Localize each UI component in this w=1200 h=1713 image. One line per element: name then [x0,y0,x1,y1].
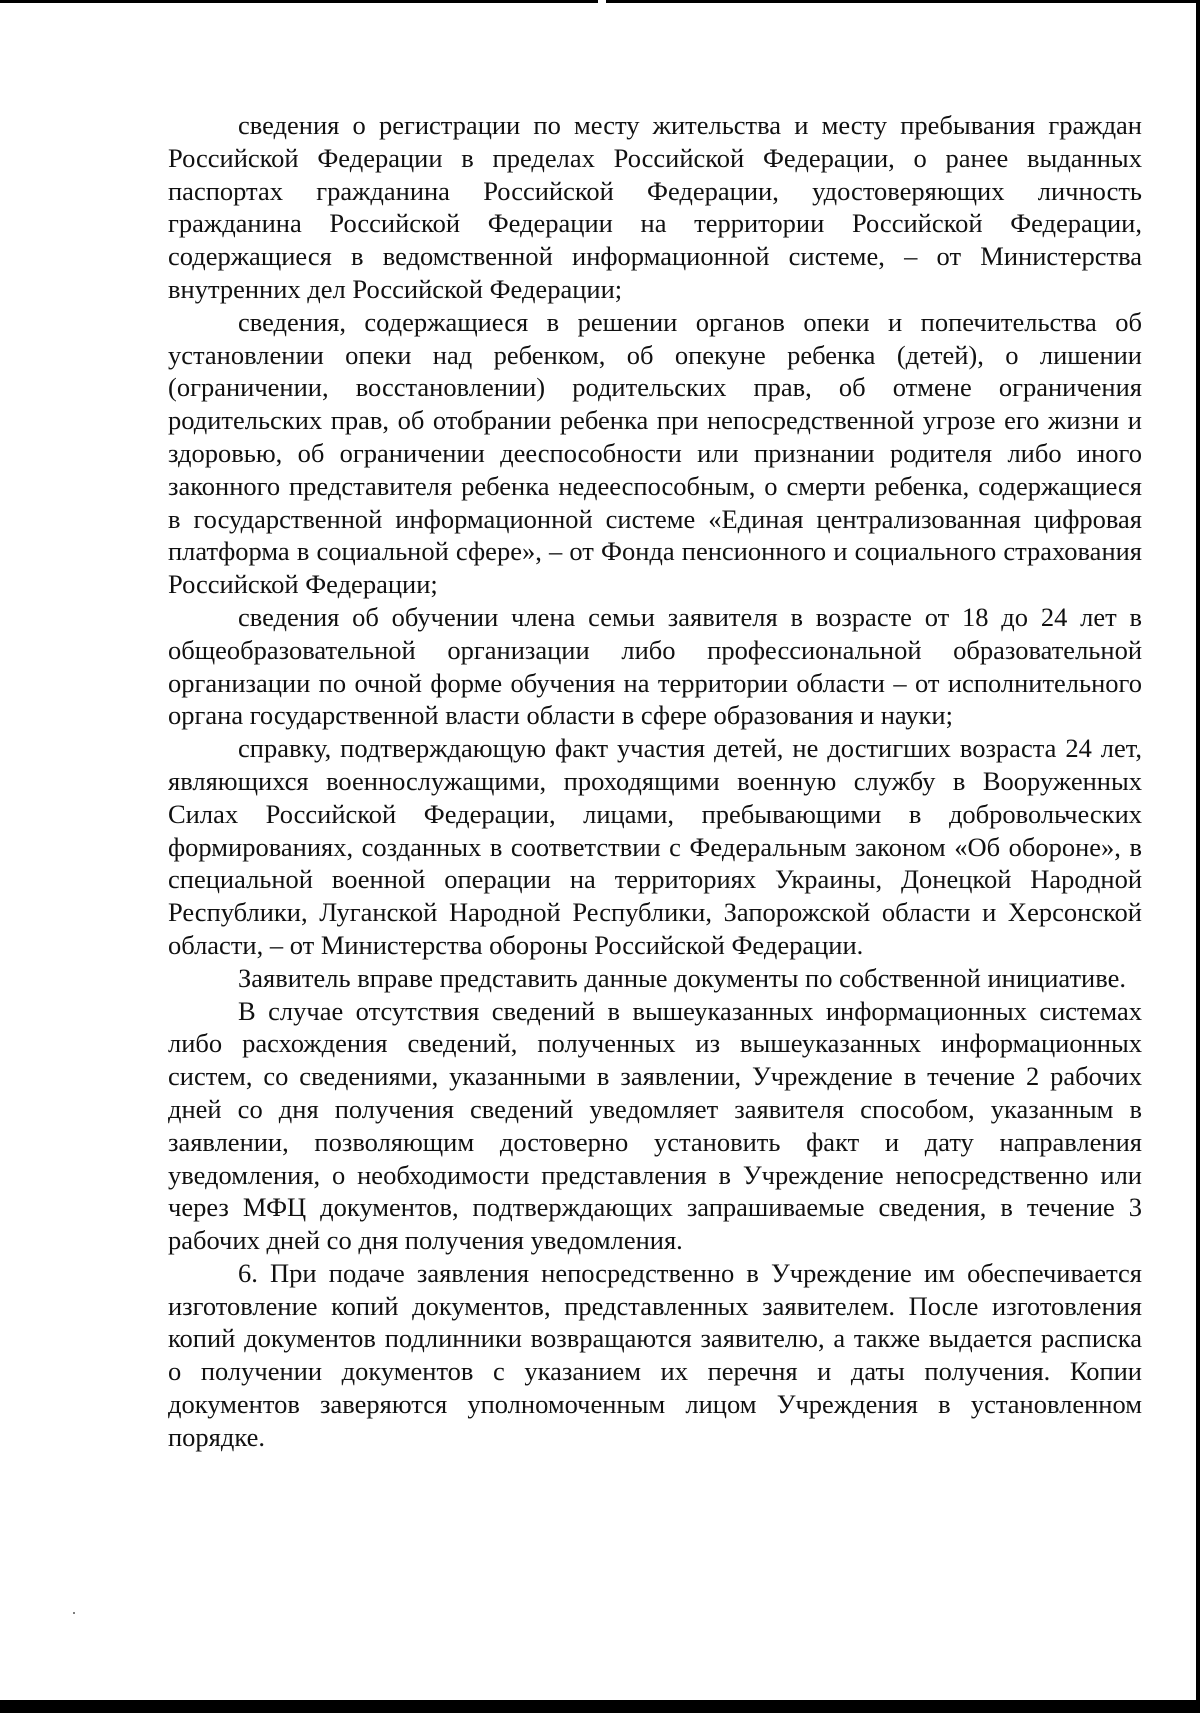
scan-border-gap [598,0,606,3]
paragraph-missing-info-notice: В случае отсутствия сведений в вышеуказанных информационных системах либо расхождения сведений, полученных из вышеуказанных информационных систем, со сведениями, указанными в заявлении, Учреждение в течение 2 рабочих дней со дня получения сведений уведомляет заявителя способом, указанным в заявлении, позволяющим достоверно установить факт и дату направления уведомления, о необходимости представления в Учреждение непосредственно или через МФЦ документов, подтверждающих запрашиваемые сведения, в течение 3 рабочих дней со дня получения уведомления. [168,995,1142,1256]
paragraph-education-info: сведения об обучении члена семьи заявителя в возрасте от 18 до 24 лет в общеобразовательной организации либо профессиональной образовательной организации по очной форме обучения на территории области – от исполнительного органа государственной власти области в сфере образования и науки; [168,601,1142,731]
document-body [168,109,1142,1454]
scan-border-bottom [0,1700,1200,1713]
paragraph-guardianship-info: сведения, содержащиеся в решении органов опеки и попечительства об установлении опеки над ребенком, об опекуне ребенка (детей), о лишении (ограничении, восстановлении) родительских прав, об отмене ограничения родительских прав, об отобрании ребенка при непосредственной угрозе его жизни и здоровью, об ограничении дееспособности или признании родителя либо иного законного представителя ребенка недееспособным, о смерти ребенка, содержащиеся в государственной информационной системе «Единая централизованная цифровая платформа в социальной сфере», – от Фонда пенсионного и социального страхования Российской Федерации; [168,306,1142,600]
paragraph-mvd-registration-info: сведения о регистрации по месту жительства и месту пребывания граждан Российской Федерации в пределах Российской Федерации, о ранее выданных паспортах гражданина Российской Федерации, удостоверяющих личность гражданина Российской Федерации на территории Российской Федерации, содержащиеся в ведомственной информационной системе, – от Министерства внутренних дел Российской Федерации; [168,110,1142,304]
paragraph-section-6-copies: 6. При подаче заявления непосредственно в Учреждение им обеспечивается изготовление копий документов, представленных заявителем. После изготовления копий документов подлинники возвращаются заявителю, а также выдается расписка о получении документов с указанием их перечня и даты получения. Копии документов заверяются уполномоченным лицом Учреждения в установленном порядке. [168,1257,1142,1452]
paragraph-own-initiative: Заявитель вправе представить данные документы по собственной инициативе. [238,962,1126,993]
paragraph-military-certificate: справку, подтверждающую факт участия детей, не достигших возраста 24 лет, являющихся военнослужащими, проходящими военную службу в Вооруженных Силах Российской Федерации, лицами, пребывающими в добровольческих формированиях, созданных в соответствии с Федеральным законом «Об обороне», в специальной военной операции на территориях Украины, Донецкой Народной Республики, Луганской Народной Республики, Запорожской области и Херсонской области, – от Министерства обороны Российской Федерации. [168,733,1142,960]
scan-speck [73,1612,75,1614]
scan-border-right [1196,0,1200,1713]
